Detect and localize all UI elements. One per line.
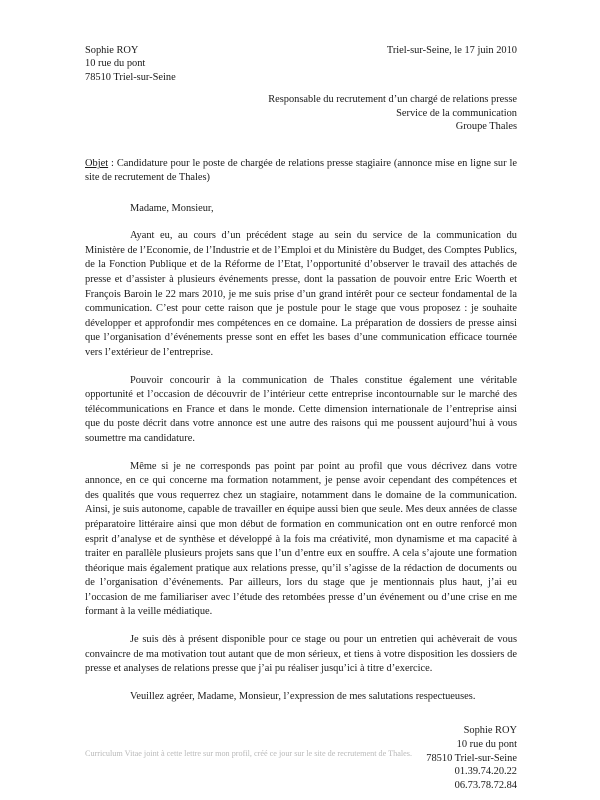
body-paragraph: Je suis dès à présent disponible pour ce stage ou pour un entretien qui achèverait de vous convaincre de ma motivation tout autant que de mon sérieux, et tiens à votre disposition les dossiers de presse et analyses de relations presse que j’ai pu réaliser jusqu’ici à titre d’exercice. [85,634,517,675]
body-paragraph: Même si je ne corresponds pas point par point au profil que vous décrivez dans votre annonce, en ce qui concerne ma formation notamment, je pense avoir cependant des compétences et des qualités que vous requerrez chez un stagiaire, notamment dans le domaine de la communication. Ainsi, je suis autonome, capable de travailler en équipe aussi bien que seule. Mes deux années de classe préparatoire littéraire ainsi que mon début de formation en communication ont en outre renforcé mon esprit d’analyse et de synthèse et développé à la fois ma créativité, mon dynamisme et ma capacité à traiter en parallèle plusieurs projets sans que l’un d’entre eux en souffre. A cela s’ajoute une formation théorique mais également pratique aux relations presse, qu’il s’agisse de la rédaction de documents ou de l’organisation d’événements. Par ailleurs, lors du stage que je mentionnais plus haut, j’ai eu l’occasion de me familiariser avec l’étude des retombées presse d’un événement ou d’une crise en me formant à la veille médiatique. [85,460,517,618]
recipient-address-block [85,93,517,133]
body-paragraph: Ayant eu, au cours d’un précédent stage au sein du service de la communication du Ministère de l’Economie, de l’Industrie et de l’Emploi et du Ministère du Budget, des Comptes Publics, de la Fonction Publique et de la Réforme de l’Etat, l’opportunité d’observer le travail des attachés de presse et d’assister à plusieurs événements presse, dont la passation de pouvoir entre Eric Woerth et François Baroin le 22 mars 2010, je me suis prise d’un grand intérêt pour ce secteur fondamental de la communication. C’est pour cette raison que je postule pour le stage que vous proposez : je souhaite développer et approfondir mes compétences en ce domaine. La préparation de dossiers de presse ainsi que l’organisation d’événements presse sont en effet les bases d’une communication efficace tournée vers l’extérieur de l’entreprise. [85,230,517,358]
recipient-department: Service de la communication [396,107,517,119]
signature-phone-landline: 01.39.74.20.22 [454,766,517,778]
sender-city: 78510 Triel-sur-Seine [85,71,176,83]
signature-phone-mobile: 06.73.78.72.84 [454,779,517,791]
sender-street: 10 rue du pont [85,58,146,70]
letter-body [85,229,517,704]
salutation: Madame, Monsieur, [130,202,214,214]
letter-header [85,44,517,84]
subject-separator: : [108,158,117,170]
recipient-role: Responsable du recrutement d’un chargé de relations presse [268,94,517,106]
recipient-company: Groupe Thales [455,121,517,133]
signature-city: 78510 Triel-sur-Seine [426,752,517,764]
sender-name: Sophie ROY [85,45,139,56]
date-line: Triel-sur-Seine, le 17 juin 2010 [386,45,517,56]
footer-note: Curriculum Vitae joint à cette lettre sur mon profil, créé ce jour sur le site de recrutement de Thales. [85,749,413,758]
subject-text: Candidature pour le poste de chargée de relations presse stagiaire (annonce mise en ligne sur le site de recrutement de Thales) [85,158,517,184]
body-paragraph: Pouvoir concourir à la communication de Thales constitue également une véritable opportunité et l’occasion de découvrir de l’intérieur cette entreprise incontournable sur le marché des télécommunications en France et dans le monde. Cette dimension internationale de l’entreprise ainsi que du poste décrit dans votre annonce est une autre des raisons qui me poussent aujourd’hui à vous soumettre ma candidature. [85,374,517,444]
closing-formula: Veuillez agréer, Madame, Monsieur, l’expression de mes salutations respectueuses. [130,690,476,702]
subject-label: Objet [85,158,109,170]
signature-name: Sophie ROY [463,725,517,737]
signature-street: 10 rue du pont [456,739,517,751]
subject-line [85,157,517,184]
